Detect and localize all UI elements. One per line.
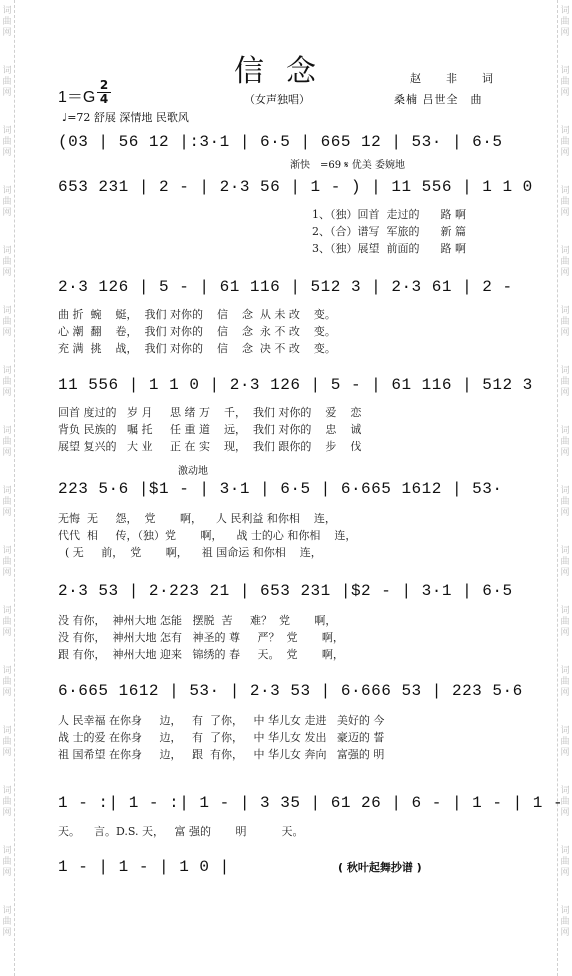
watermark-text: 词 曲 网: [2, 426, 12, 458]
segno-icon: 𝄋: [344, 160, 352, 171]
watermark-text: 词 曲 网: [2, 126, 12, 158]
notation-row-9: 1 - | 1 - | 1 0 |: [58, 858, 230, 876]
tempo-marking: [62, 109, 189, 125]
watermark-text: 词 曲 网: [560, 606, 570, 638]
notation-row-8: 1 - :| 1 - :| 1 - | 3 35 | 61 26 | 6 - | 1 - | 1 -: [58, 794, 564, 812]
song-title: 信念: [234, 54, 338, 89]
lyricist-credit: 赵 非 词: [410, 72, 494, 85]
tempo-change-text: 渐快 =69: [290, 160, 342, 171]
lyric-row-3-verse-3: 充 满 挑 战， 我们 对你的 信 念 决 不 改 变。: [58, 342, 336, 355]
transcriber-note: ( 秋叶起舞抄谱 ): [338, 861, 422, 874]
watermark-text: 词 曲 网: [560, 246, 570, 278]
watermark-text: 词 曲 网: [2, 186, 12, 218]
watermark-text: 词 曲 网: [2, 786, 12, 818]
watermark-text: 词 曲 网: [560, 666, 570, 698]
lyric-row-6-verse-2: 没 有你， 神州大地 怎有 神圣的 尊 严？ 党 啊，: [58, 631, 344, 644]
watermark-text: 词 曲 网: [2, 726, 12, 758]
watermark-text: 词 曲 网: [560, 126, 570, 158]
right-watermark-column: [557, 0, 572, 976]
notation-row-6: 2·3 53 | 2·223 21 | 653 231 |$2 - | 3·1 | 6·5: [58, 582, 513, 600]
watermark-text: 词 曲 网: [560, 906, 570, 938]
expression-mark: 激动地: [178, 466, 208, 477]
lyric-row-5-verse-2: 代代 相 传，（独）党 啊， 战 士的心 和你相 连，: [58, 529, 357, 542]
meter-top: 2: [99, 78, 109, 92]
verse-3-intro: 3、（独）展望 前面的 路 啊: [312, 242, 466, 255]
watermark-text: 词 曲 网: [560, 6, 570, 38]
lyric-row-7-verse-3: 祖 国希望 在你身 边， 跟 有你， 中 华儿女 奔向 富强的 明: [58, 748, 385, 761]
watermark-text: 词 曲 网: [2, 606, 12, 638]
watermark-text: 词 曲 网: [2, 546, 12, 578]
tempo-text: =72 舒展 深情地 民歌风: [67, 111, 189, 124]
lyric-row-3-verse-2: 心 潮 翻 卷， 我们 对你的 信 念 永 不 改 变。: [58, 325, 336, 338]
watermark-text: 词 曲 网: [560, 306, 570, 338]
notation-row-2: 653 231 | 2 - | 2·3 56 | 1 - ) | 11 556 | 1 1 0: [58, 178, 533, 196]
lyric-row-7-verse-2: 战 士的爱 在你身 边， 有 了你， 中 华儿女 发出 豪迈的 誓: [58, 731, 385, 744]
watermark-text: 词 曲 网: [560, 786, 570, 818]
watermark-text: 词 曲 网: [560, 426, 570, 458]
watermark-text: 词 曲 网: [2, 306, 12, 338]
watermark-text: 词 曲 网: [2, 66, 12, 98]
watermark-text: 词 曲 网: [2, 6, 12, 38]
watermark-text: 词 曲 网: [560, 846, 570, 878]
watermark-text: 词 曲 网: [2, 846, 12, 878]
notation-row-1: (03 | 56 12 |:3·1 | 6·5 | 665 12 | 53· | 6·5: [58, 133, 503, 151]
lyric-row-6-verse-1: 没 有你， 神州大地 怎能 摆脱 苦 难？ 党 啊，: [58, 614, 337, 627]
watermark-text: 词 曲 网: [2, 246, 12, 278]
key-signature: 1＝G: [58, 89, 96, 106]
notation-row-3: 2·3 126 | 5 - | 61 116 | 512 3 | 2·3 61 | 2 -: [58, 278, 513, 296]
verse-2-intro: 2、（合）谱写 军旅的 新 篇: [312, 225, 466, 238]
watermark-text: 词 曲 网: [560, 726, 570, 758]
watermark-text: 词 曲 网: [560, 366, 570, 398]
watermark-text: 词 曲 网: [560, 66, 570, 98]
watermark-text: 词 曲 网: [560, 186, 570, 218]
lyric-row-4-verse-3: 展望 复兴的 大 业 正 在 实 现， 我们 跟你的 步 伐: [58, 440, 362, 453]
watermark-text: 词 曲 网: [560, 486, 570, 518]
style-change-text: 优美 委婉地: [351, 160, 405, 171]
notation-row-4: 11 556 | 1 1 0 | 2·3 126 | 5 - | 61 116 | 512 3: [58, 376, 533, 394]
watermark-text: 词 曲 网: [560, 546, 570, 578]
tempo-change: [290, 156, 405, 171]
song-subtitle: （女声独唱）: [244, 93, 310, 106]
notation-row-7: 6·665 1612 | 53· | 2·3 53 | 6·666 53 | 223 5·6: [58, 682, 523, 700]
meter-bottom: 4: [99, 92, 109, 106]
lyric-row-6-verse-3: 跟 有你， 神州大地 迎来 锦绣的 春 天。 党 啊，: [58, 648, 344, 661]
lyric-row-5-verse-1: 无悔 无 怨， 党 啊， 人 民利益 和你相 连，: [58, 512, 336, 525]
watermark-text: 词 曲 网: [2, 366, 12, 398]
time-signature: [97, 80, 111, 105]
watermark-text: 词 曲 网: [2, 906, 12, 938]
lyric-row-8: 天。 言。D.S. 天， 富 强的 明 天。: [58, 825, 304, 838]
watermark-text: 词 曲 网: [2, 486, 12, 518]
left-watermark-column: [0, 0, 15, 976]
lyric-row-4-verse-1: 回首 度过的 岁 月 思 绪 万 千， 我们 对你的 爱 恋: [58, 406, 362, 419]
watermark-text: 词 曲 网: [2, 666, 12, 698]
composer-credit: 桑楠 吕世全 曲: [394, 93, 483, 106]
lyric-row-4-verse-2: 背负 民族的 嘱 托 任 重 道 远， 我们 对你的 忠 诚: [58, 423, 362, 436]
lyric-row-5-verse-3: ( 无 前， 党 啊， 祖 国命运 和你相 连，: [58, 546, 322, 559]
verse-1-intro: 1、（独）回首 走过的 路 啊: [312, 208, 466, 221]
lyric-row-7-verse-1: 人 民幸福 在你身 边， 有 了你， 中 华儿女 走进 美好的 今: [58, 714, 385, 727]
quarter-note-icon: ♩: [62, 111, 68, 124]
notation-row-5: 223 5·6 |$1 - | 3·1 | 6·5 | 6·665 1612 | 53·: [58, 480, 503, 498]
lyric-row-3-verse-1: 曲 折 蜿 蜓， 我们 对你的 信 念 从 未 改 变。: [58, 308, 336, 321]
